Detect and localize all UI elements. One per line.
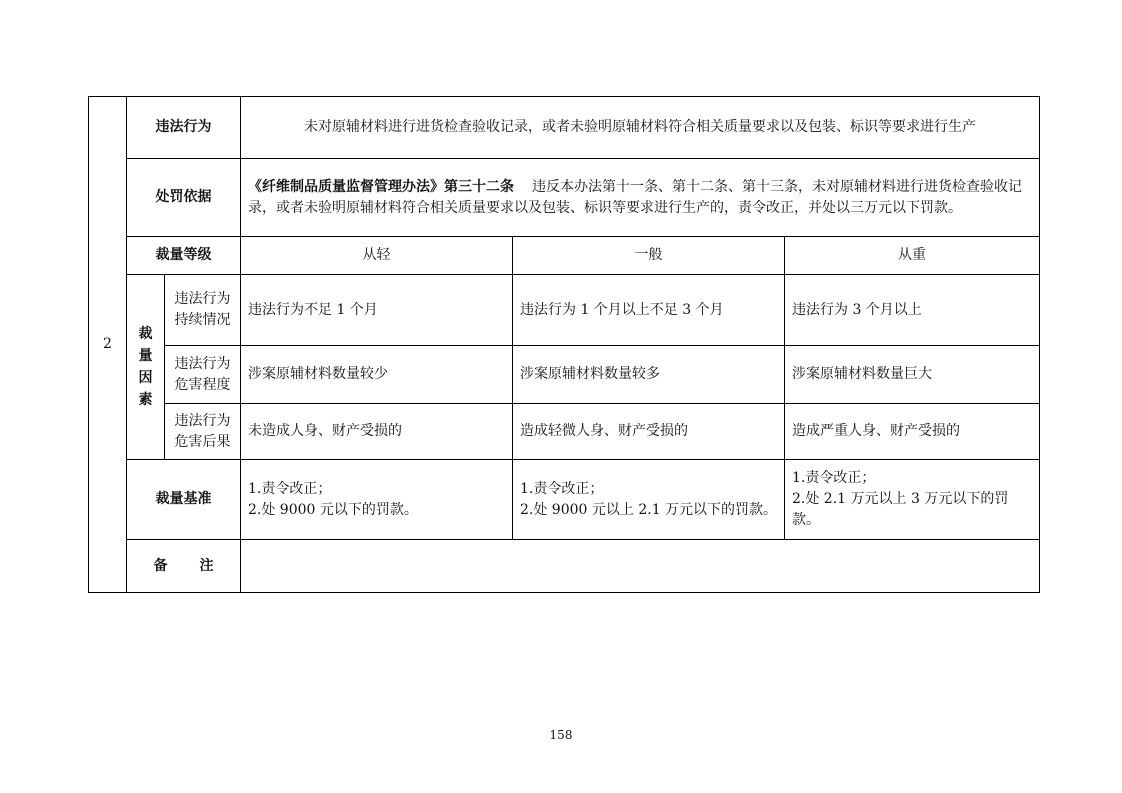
violation-label: 违法行为 [127,97,241,159]
factor-name: 违法行为 持续情况 [165,275,241,346]
factor-group-label: 裁 量 因 素 [127,275,165,460]
factor-row [89,404,1040,460]
remarks-value [241,540,1040,593]
violation-text: 未对原辅材料进行进货检查验收记录，或者未验明原辅材料符合相关质量要求以及包装、标识等要求进行生产 [241,97,1040,159]
factor-normal: 涉案原辅材料数量较多 [513,346,785,404]
basis-row [89,159,1040,237]
factor-row [89,346,1040,404]
standard-row [89,460,1040,540]
row-number: 2 [89,97,127,593]
standard-label: 裁量基准 [127,460,241,540]
factor-light: 涉案原辅材料数量较少 [241,346,513,404]
standard-light: 1.责令改正； 2.处 9000 元以下的罚款。 [241,460,513,540]
basis-cell [241,159,1040,237]
level-normal: 一般 [513,237,785,275]
level-label: 裁量等级 [127,237,241,275]
factor-name: 违法行为 危害后果 [165,404,241,460]
remarks-row [89,540,1040,593]
page-number: 158 [549,728,573,742]
standard-normal: 1.责令改正； 2.处 9000 元以上 2.1 万元以下的罚款。 [513,460,785,540]
factor-row [89,275,1040,346]
factor-light: 违法行为不足 1 个月 [241,275,513,346]
violation-row [89,97,1040,159]
factor-normal: 违法行为 1 个月以上不足 3 个月 [513,275,785,346]
discretion-table [88,96,1040,593]
basis-document: 《纤维制品质量监督管理办法》第三十二条 [248,178,514,195]
factor-name: 违法行为 危害程度 [165,346,241,404]
factor-normal: 造成轻微人身、财产受损的 [513,404,785,460]
basis-label: 处罚依据 [127,159,241,237]
factor-heavy: 涉案原辅材料数量巨大 [785,346,1040,404]
level-heavy: 从重 [785,237,1040,275]
standard-heavy: 1.责令改正； 2.处 2.1 万元以上 3 万元以下的罚款。 [785,460,1040,540]
factor-light: 未造成人身、财产受损的 [241,404,513,460]
level-row [89,237,1040,275]
factor-heavy: 造成严重人身、财产受损的 [785,404,1040,460]
basis-text: 违反本办法第十一条、第十二条、第十三条，未对原辅材料进行进货检查验收记录，或者未验明原辅材料符合相关质量要求以及包装、标识等要求进行生产的，责令改正，并处以三万元以下罚款。 [248,178,1022,216]
factor-heavy: 违法行为 3 个月以上 [785,275,1040,346]
remarks-label: 备注 [127,540,241,593]
level-light: 从轻 [241,237,513,275]
